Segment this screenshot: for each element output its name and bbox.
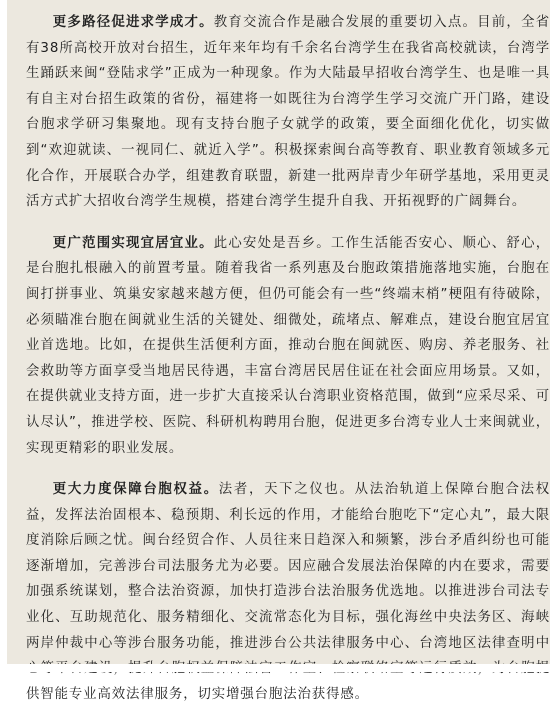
article-panel: [7, 0, 550, 702]
article-body: [26, 10, 550, 723]
page-bottom-margin: [0, 664, 555, 672]
paragraph-livelihood: [26, 231, 550, 461]
paragraph-education-text: 教育交流合作是融合发展的重要切入点。目前，全省有38所高校开放对台招生，近年来年均有千余名台湾学生在我省高校就读，台湾学生踊跃来闽“登陆求学”正成为一种现象。作为大陆最早招收台湾学生、也是唯一具有自主对台招生政策的省份，福建将一如既往为台湾学生学习交流广开门路，建设台胞求学研习集聚地。现有支持台胞子女就学的政策，要全面细化优化，切实做到“欢迎就读、一视同仁、就近入学”。积极探索闽台高等教育、职业教育领域多元化合作，开展联合办学，组建教育联盟，新建一批两岸青少年研学基地，采用更灵活方式扩大招收台湾学生规模，搭建台湾学生提升自我、开拓视野的广阔舞台。: [26, 15, 550, 210]
paragraph-livelihood-heading: 更广范围实现宜居宜业。: [52, 235, 214, 251]
paragraph-legal-rights: [26, 477, 550, 707]
paragraph-education-heading: 更多路径促进求学成才。: [52, 15, 214, 30]
paragraph-education: [26, 10, 550, 215]
paragraph-legal-rights-heading: 更大力度保障台胞权益。: [52, 482, 219, 498]
paragraph-legal-rights-text: 法者，天下之仪也。从法治轨道上保障台胞合法权益，发挥法治固根本、稳预期、利长远的作用，才能给台胞吃下“定心丸”，最大限度消除后顾之忧。闽台经贸合作、人员往来日趋深入和频繁，涉台矛盾纠纷也可能逐渐增加，完善涉台司法服务尤为必要。因应融合发展法治保障的内在要求，需要加强系统谋划，整合法治资源，加快打造涉台法治服务优选地。以推进涉台司法专业化、互助规范化、服务精细化、交流常态化为目标，强化海丝中央法务区、海峡两岸仲裁中心等涉台服务功能，推进涉台公共法律服务中心、台湾地区法律查明中 供智能专业高效法律服务，切实增强台胞法治获得感。: [26, 482, 550, 702]
paragraph-livelihood-text: 此心安处是吾乡。工作生活能否安心、顺心、舒心，是台胞扎根融入的前置考量。随着我省一系列惠及台胞政策措施落地实施，台胞在闽打拼事业、筑巢安家越来越方便，但仍可能会有一些“终端末梢”梗阻有待破除，必须瞄准台胞在闽就业生活的关键处、细微处，疏堵点、解难点，建设台胞宜居宜业首选地。比如，在提供生活便利方面，推动台胞在闽就医、购房、养老服务、社会救助等方面享受当地居民待遇，丰富台湾居民居住证在社会面应用场景。又如，在提供就业支持方面，进一步扩大直接采认台湾职业资格范围，做到“应采尽采、可认尽认”，推进学校、医院、科研机构聘用台胞，促进更多台湾专业人士来闽就业，实现更精彩的职业发展。: [26, 235, 550, 456]
